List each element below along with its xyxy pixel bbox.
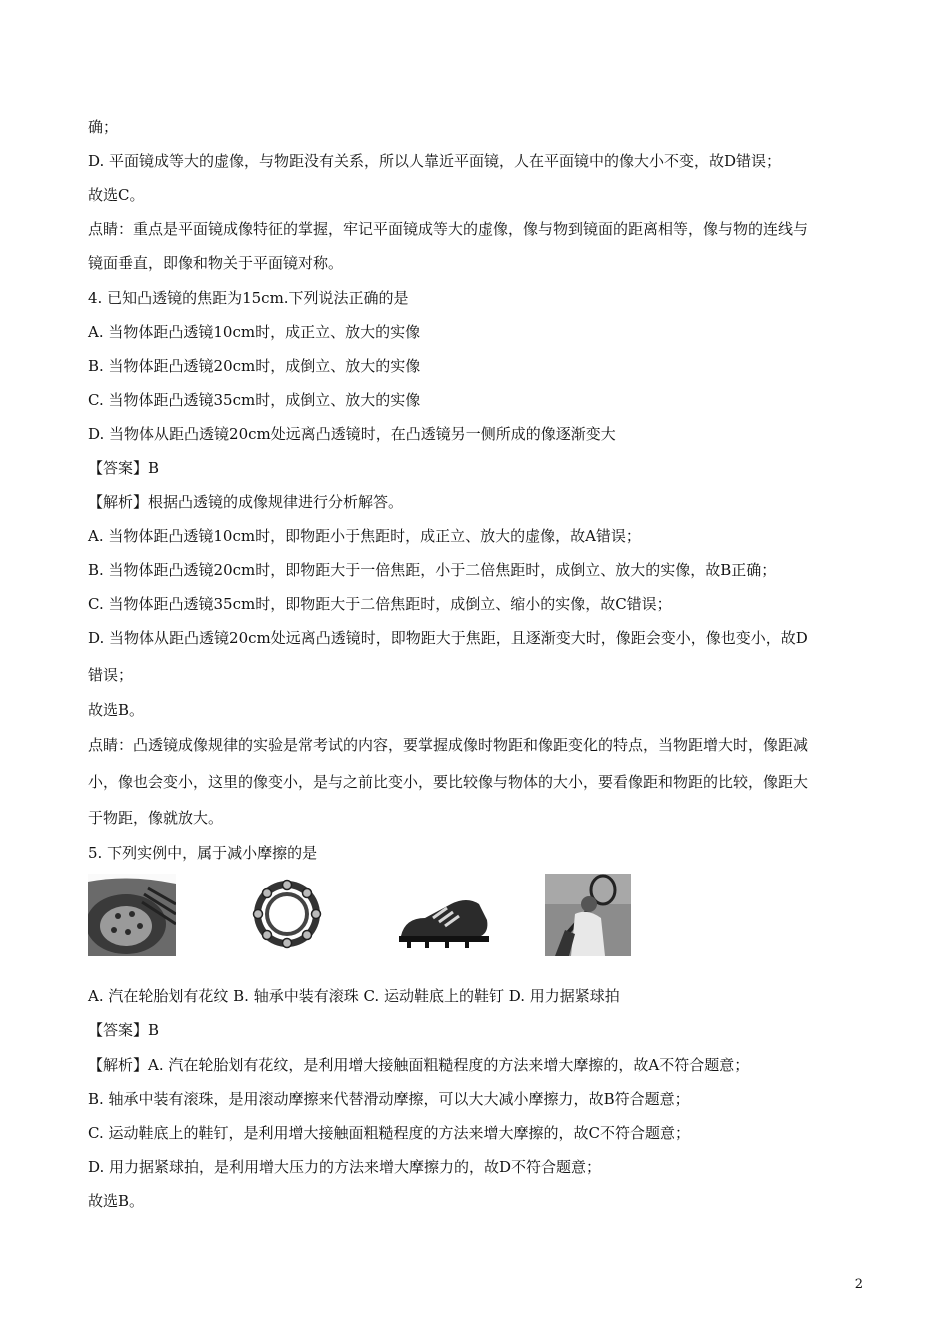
sports-shoe-image: [395, 874, 491, 956]
answer: 【答案】B: [88, 459, 160, 477]
analysis: 【解析】A. 汽在轮胎划有花纹，是利用增大接触面粗糙程度的方法来增大摩擦的，故A不符合题意；: [88, 1056, 750, 1074]
text-line: 故选C。: [88, 186, 145, 204]
bearing-image: [247, 874, 327, 956]
answer: 【答案】B: [88, 1021, 160, 1039]
figure-captions: A. 汽在轮胎划有花纹 B. 轴承中装有滚珠 C. 运动鞋底上的鞋钉 D. 用力据紧球拍: [88, 987, 620, 1005]
text-line: 点睛：凸透镜成像规律的实验是常考试的内容，要掌握成像时物距和像距变化的特点，当物距增大时，像距减: [88, 736, 809, 754]
option-c: C. 当物体距凸透镜35cm时，成倒立、放大的实像: [88, 391, 421, 409]
text-line: 点睛：重点是平面镜成像特征的掌握，牢记平面镜成等大的虚像，像与物到镜面的距离相等，像与物的连线与: [88, 220, 809, 238]
text-line: 小，像也会变小，这里的像变小，是与之前比变小，要比较像与物体的大小，要看像距和物距的比较，像距大: [88, 773, 809, 791]
text-line: 镜面垂直，即像和物关于平面镜对称。: [88, 254, 344, 272]
question-5: 5. 下列实例中，属于减小摩擦的是: [88, 844, 318, 862]
text-line: D. 用力据紧球拍，是利用增大压力的方法来增大摩擦力的，故D不符合题意；: [88, 1158, 602, 1176]
text-line: D. 当物体从距凸透镜20cm处远离凸透镜时，即物距大于焦距，且逐渐变大时，像距会变小，像也变小，故D: [88, 629, 808, 647]
text-line: 故选B。: [88, 701, 145, 719]
analysis: 【解析】根据凸透镜的成像规律进行分析解答。: [88, 493, 404, 511]
text-line: B. 轴承中装有滚珠，是用滚动摩擦来代替滑动摩擦，可以大大减小摩擦力，故B符合题意；: [88, 1090, 690, 1108]
text-line: 错误；: [88, 666, 134, 684]
option-d: D. 当物体从距凸透镜20cm处远离凸透镜时，在凸透镜另一侧所成的像逐渐变大: [88, 425, 616, 443]
text-line: 故选B。: [88, 1192, 145, 1210]
option-a: A. 当物体距凸透镜10cm时，成正立、放大的实像: [88, 323, 421, 341]
text-line: D. 平面镜成等大的虚像，与物距没有关系，所以人靠近平面镜，人在平面镜中的像大小不变，故D错误；: [88, 152, 782, 170]
text-line: 确；: [88, 118, 119, 136]
text-line: 于物距，像就放大。: [88, 809, 224, 827]
text-line: B. 当物体距凸透镜20cm时，即物距大于一倍焦距，小于二倍焦距时，成倒立、放大的实像，故B正确；: [88, 561, 777, 579]
text-line: A. 当物体距凸透镜10cm时，即物距小于焦距时，成正立、放大的虚像，故A错误；: [88, 527, 641, 545]
racket-grip-image: [545, 874, 631, 956]
tire-tread-image: [88, 874, 176, 956]
page-number: 2: [854, 1277, 863, 1292]
text-line: C. 运动鞋底上的鞋钉，是利用增大接触面粗糙程度的方法来增大摩擦的，故C不符合题意；: [88, 1124, 690, 1142]
option-b: B. 当物体距凸透镜20cm时，成倒立、放大的实像: [88, 357, 421, 375]
question-4: 4. 已知凸透镜的焦距为15cm.下列说法正确的是: [88, 289, 409, 307]
text-line: C. 当物体距凸透镜35cm时，即物距大于二倍焦距时，成倒立、缩小的实像，故C错误；: [88, 595, 672, 613]
